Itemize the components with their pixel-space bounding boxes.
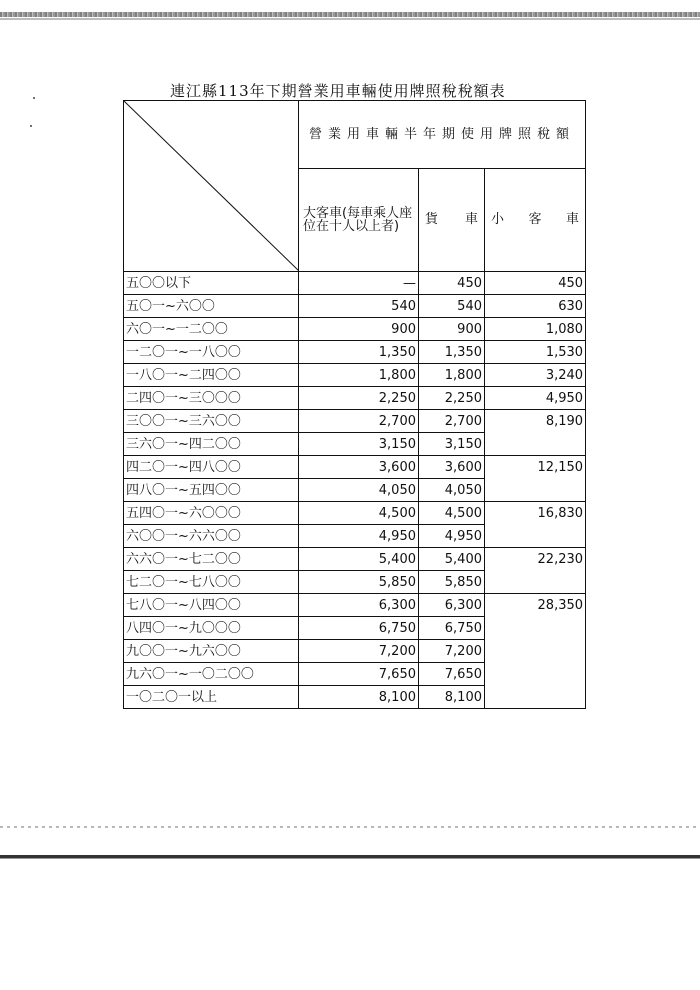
header-row-group: [124, 101, 586, 169]
tax-rate-table: [123, 100, 585, 709]
car-tax-cell: 8,190: [485, 410, 586, 433]
car-tax-cell: [485, 479, 586, 502]
bus-tax-cell: 4,500: [299, 502, 419, 525]
displacement-range-cell: 八四〇一~九〇〇〇: [124, 617, 299, 640]
bus-tax-cell: 1,800: [299, 364, 419, 387]
displacement-range-cell: 九六〇一~一〇二〇〇: [124, 663, 299, 686]
displacement-range-cell: 六〇一~一二〇〇: [124, 318, 299, 341]
truck-char: 貨: [425, 212, 439, 228]
diagonal-line: [124, 101, 299, 271]
table-row: [124, 686, 586, 709]
car-tax-cell: [485, 571, 586, 594]
bus-tax-cell: 4,050: [299, 479, 419, 502]
car-tax-cell: 630: [485, 295, 586, 318]
table-row: [124, 548, 586, 571]
car-tax-cell: 3,240: [485, 364, 586, 387]
bus-tax-cell: 5,850: [299, 571, 419, 594]
table-row: [124, 410, 586, 433]
document-title: 連江縣113年下期營業用車輛使用牌照稅稅額表: [170, 82, 506, 100]
displacement-range-cell: 四八〇一~五四〇〇: [124, 479, 299, 502]
table-row: [124, 364, 586, 387]
truck-tax-cell: 6,300: [419, 594, 485, 617]
bus-tax-cell: 3,600: [299, 456, 419, 479]
truck-tax-cell: 2,700: [419, 410, 485, 433]
displacement-range-cell: 一〇二〇一以上: [124, 686, 299, 709]
scan-border-top: [0, 12, 700, 17]
truck-tax-cell: 7,200: [419, 640, 485, 663]
bus-tax-cell: 6,300: [299, 594, 419, 617]
car-tax-cell: 1,530: [485, 341, 586, 364]
displacement-range-cell: 四二〇一~四八〇〇: [124, 456, 299, 479]
car-tax-cell: 12,150: [485, 456, 586, 479]
bus-tax-cell: 2,700: [299, 410, 419, 433]
table-row: [124, 272, 586, 295]
car-tax-cell: [485, 617, 586, 640]
table-row: [124, 387, 586, 410]
displacement-range-cell: 三〇〇一~三六〇〇: [124, 410, 299, 433]
table-row: [124, 594, 586, 617]
table-row: [124, 640, 586, 663]
truck-tax-cell: 1,800: [419, 364, 485, 387]
table-row: [124, 456, 586, 479]
group-header: 營業用車輛半年期使用牌照稅額: [299, 101, 586, 169]
displacement-range-cell: 三六〇一~四二〇〇: [124, 433, 299, 456]
bus-tax-cell: 4,950: [299, 525, 419, 548]
truck-tax-cell: 900: [419, 318, 485, 341]
table-row: [124, 663, 586, 686]
car-tax-cell: [485, 686, 586, 709]
car-tax-cell: 22,230: [485, 548, 586, 571]
bus-tax-cell: 7,650: [299, 663, 419, 686]
displacement-range-cell: 七二〇一~七八〇〇: [124, 571, 299, 594]
bus-tax-cell: 1,350: [299, 341, 419, 364]
column-header-car: [485, 168, 586, 271]
table-row: [124, 433, 586, 456]
truck-char: 車: [464, 212, 478, 228]
car-tax-cell: 450: [485, 272, 586, 295]
truck-tax-cell: 2,250: [419, 387, 485, 410]
scan-speck: [30, 125, 32, 127]
car-char: 小: [491, 212, 505, 228]
bus-tax-cell: 900: [299, 318, 419, 341]
displacement-range-cell: 五〇〇以下: [124, 272, 299, 295]
displacement-range-cell: 七八〇一~八四〇〇: [124, 594, 299, 617]
displacement-range-cell: 二四〇一~三〇〇〇: [124, 387, 299, 410]
car-tax-cell: 16,830: [485, 502, 586, 525]
displacement-range-cell: 一二〇一~一八〇〇: [124, 341, 299, 364]
bus-tax-cell: 7,200: [299, 640, 419, 663]
truck-tax-cell: 450: [419, 272, 485, 295]
table-row: [124, 617, 586, 640]
column-header-truck: [419, 168, 485, 271]
bus-tax-cell: 3,150: [299, 433, 419, 456]
truck-tax-cell: 3,600: [419, 456, 485, 479]
truck-tax-cell: 5,400: [419, 548, 485, 571]
displacement-range-cell: 六六〇一~七二〇〇: [124, 548, 299, 571]
scan-border-bottom-thin: [0, 858, 700, 859]
bus-tax-cell: 6,750: [299, 617, 419, 640]
scan-speck: [33, 97, 35, 99]
table-row: [124, 318, 586, 341]
car-tax-cell: 28,350: [485, 594, 586, 617]
column-header-bus: 大客車(每車乘人座位在十人以上者): [299, 168, 419, 271]
truck-tax-cell: 4,950: [419, 525, 485, 548]
truck-tax-cell: 7,650: [419, 663, 485, 686]
displacement-range-cell: 一八〇一~二四〇〇: [124, 364, 299, 387]
truck-tax-cell: 540: [419, 295, 485, 318]
table-row: [124, 479, 586, 502]
car-tax-cell: 4,950: [485, 387, 586, 410]
bus-tax-cell: 8,100: [299, 686, 419, 709]
bus-tax-cell: —: [299, 272, 419, 295]
bus-tax-cell: 540: [299, 295, 419, 318]
car-tax-cell: [485, 640, 586, 663]
diagonal-corner-cell: [124, 101, 299, 272]
scan-border-top-thin: [0, 18, 700, 20]
car-tax-cell: [485, 525, 586, 548]
displacement-range-cell: 九〇〇一~九六〇〇: [124, 640, 299, 663]
bus-tax-cell: 2,250: [299, 387, 419, 410]
table-row: [124, 341, 586, 364]
car-tax-cell: [485, 663, 586, 686]
car-char: 車: [566, 212, 580, 228]
table-row: [124, 525, 586, 548]
car-tax-cell: [485, 433, 586, 456]
truck-tax-cell: 4,500: [419, 502, 485, 525]
bus-tax-cell: 5,400: [299, 548, 419, 571]
displacement-range-cell: 五〇一~六〇〇: [124, 295, 299, 318]
scan-line-middle: [0, 826, 700, 828]
displacement-range-cell: 五四〇一~六〇〇〇: [124, 502, 299, 525]
car-char: 客: [528, 212, 542, 228]
table-row: [124, 502, 586, 525]
truck-tax-cell: 1,350: [419, 341, 485, 364]
truck-tax-cell: 3,150: [419, 433, 485, 456]
truck-tax-cell: 5,850: [419, 571, 485, 594]
truck-tax-cell: 6,750: [419, 617, 485, 640]
table-row: [124, 571, 586, 594]
truck-tax-cell: 8,100: [419, 686, 485, 709]
displacement-range-cell: 六〇〇一~六六〇〇: [124, 525, 299, 548]
car-tax-cell: 1,080: [485, 318, 586, 341]
truck-tax-cell: 4,050: [419, 479, 485, 502]
table-row: [124, 295, 586, 318]
